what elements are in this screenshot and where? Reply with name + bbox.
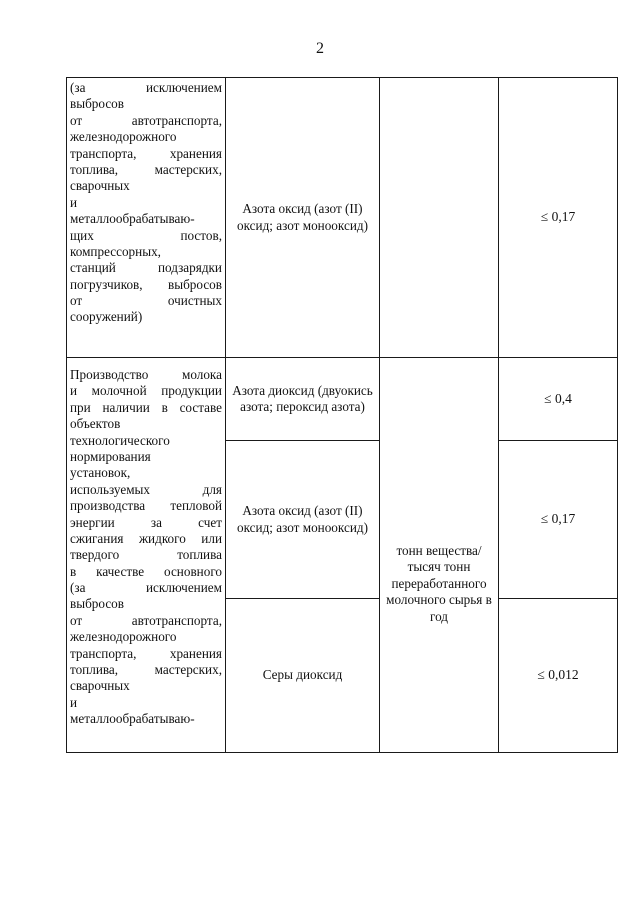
row2-object-line: при наличии в составе (70, 399, 222, 415)
row2-substance-cell-3 (226, 599, 379, 752)
row1-object-line: сварочных (70, 178, 130, 194)
row2-substance-cell-2 (226, 441, 379, 598)
row2-value-3: ≤ 0,012 (537, 667, 579, 683)
row2-object-line: от автотранспорта, (70, 612, 222, 628)
row2-object-line: объектов (70, 416, 121, 432)
row2-value-2: ≤ 0,17 (540, 511, 576, 527)
row1-object-line: от автотранспорта, (70, 112, 222, 128)
row1-object-line: железнодорожного (70, 129, 177, 145)
row2-object-cell (70, 367, 222, 728)
row2-object-line: металлообрабатываю- (70, 711, 195, 727)
row2-substance-1: Азота диоксид (двуокись азота; пероксид азота) (232, 382, 373, 414)
page-number: 2 (316, 40, 324, 57)
row1-object-line: транспорта, хранения (70, 145, 222, 161)
row2-object-line: транспорта, хранения (70, 645, 222, 661)
table-border-left (66, 77, 67, 752)
row1-object-line: от очистных (70, 293, 222, 309)
row2-value-cell-1 (499, 358, 617, 440)
row2-object-line: Производство молока (70, 367, 222, 382)
row1-object-line: металлообрабатываю- (70, 211, 195, 227)
row2-object-line: установок, (70, 465, 131, 481)
row2-value-cell-2 (499, 441, 617, 598)
row2-object-line: производства тепловой (70, 498, 222, 514)
row1-object-line: щих постов, (70, 227, 222, 243)
row1-object-line: компрессорных, (70, 243, 161, 259)
row1-object-cell (70, 80, 222, 326)
row2-substance-3: Серы диоксид (262, 667, 343, 683)
row2-object-line: в качестве основного (70, 563, 222, 579)
table-border-bottom (66, 752, 618, 753)
row1-value: ≤ 0,17 (540, 209, 576, 225)
row2-object-line: топлива, мастерских, (70, 662, 222, 678)
row1-object-line: топлива, мастерских, (70, 161, 222, 177)
row1-value-cell (499, 78, 617, 357)
row1-object-line: выбросов (70, 96, 124, 112)
row2-object-line: железнодорожного (70, 629, 177, 645)
row1-substance-cell (226, 78, 379, 357)
row1-object-line: погрузчиков, выбросов (70, 276, 222, 292)
row2-unit: тонн вещества/тысяч тонн переработанного молочного сырья в год (386, 542, 492, 624)
row2-object-line: и (70, 694, 78, 710)
row2-object-line: выбросов (70, 596, 124, 612)
row2-object-line: технологического (70, 432, 170, 448)
row1-object-line: сооружений) (70, 309, 143, 325)
row2-object-line: сжигания жидкого или (70, 530, 222, 546)
row2-substance-2: Азота оксид (азот (II) оксид; азот монооксид) (237, 503, 368, 535)
row1-object-line: станций подзарядки (70, 260, 222, 276)
row1-substance: Азота оксид (азот (II) оксид; азот монооксид) (237, 201, 368, 233)
row2-object-line: нормирования (70, 448, 151, 464)
row1-object-line: и (70, 194, 78, 210)
row2-unit-cell (380, 358, 498, 752)
row2-object-line: сварочных (70, 678, 130, 694)
row2-substance-cell-1 (226, 358, 379, 440)
row1-unit-cell (380, 78, 498, 357)
row2-value-cell-3 (499, 599, 617, 752)
row2-object-line: используемых для (70, 481, 222, 497)
row2-object-line: энергии за счет (70, 514, 222, 530)
row2-object-line: твердого топлива (70, 547, 222, 563)
row2-object-line: (за исключением (70, 580, 222, 596)
row1-object-line: (за исключением (70, 80, 222, 95)
row2-object-line: и молочной продукции (70, 383, 222, 399)
table-border-right (617, 77, 618, 752)
row2-value-1: ≤ 0,4 (544, 390, 572, 406)
